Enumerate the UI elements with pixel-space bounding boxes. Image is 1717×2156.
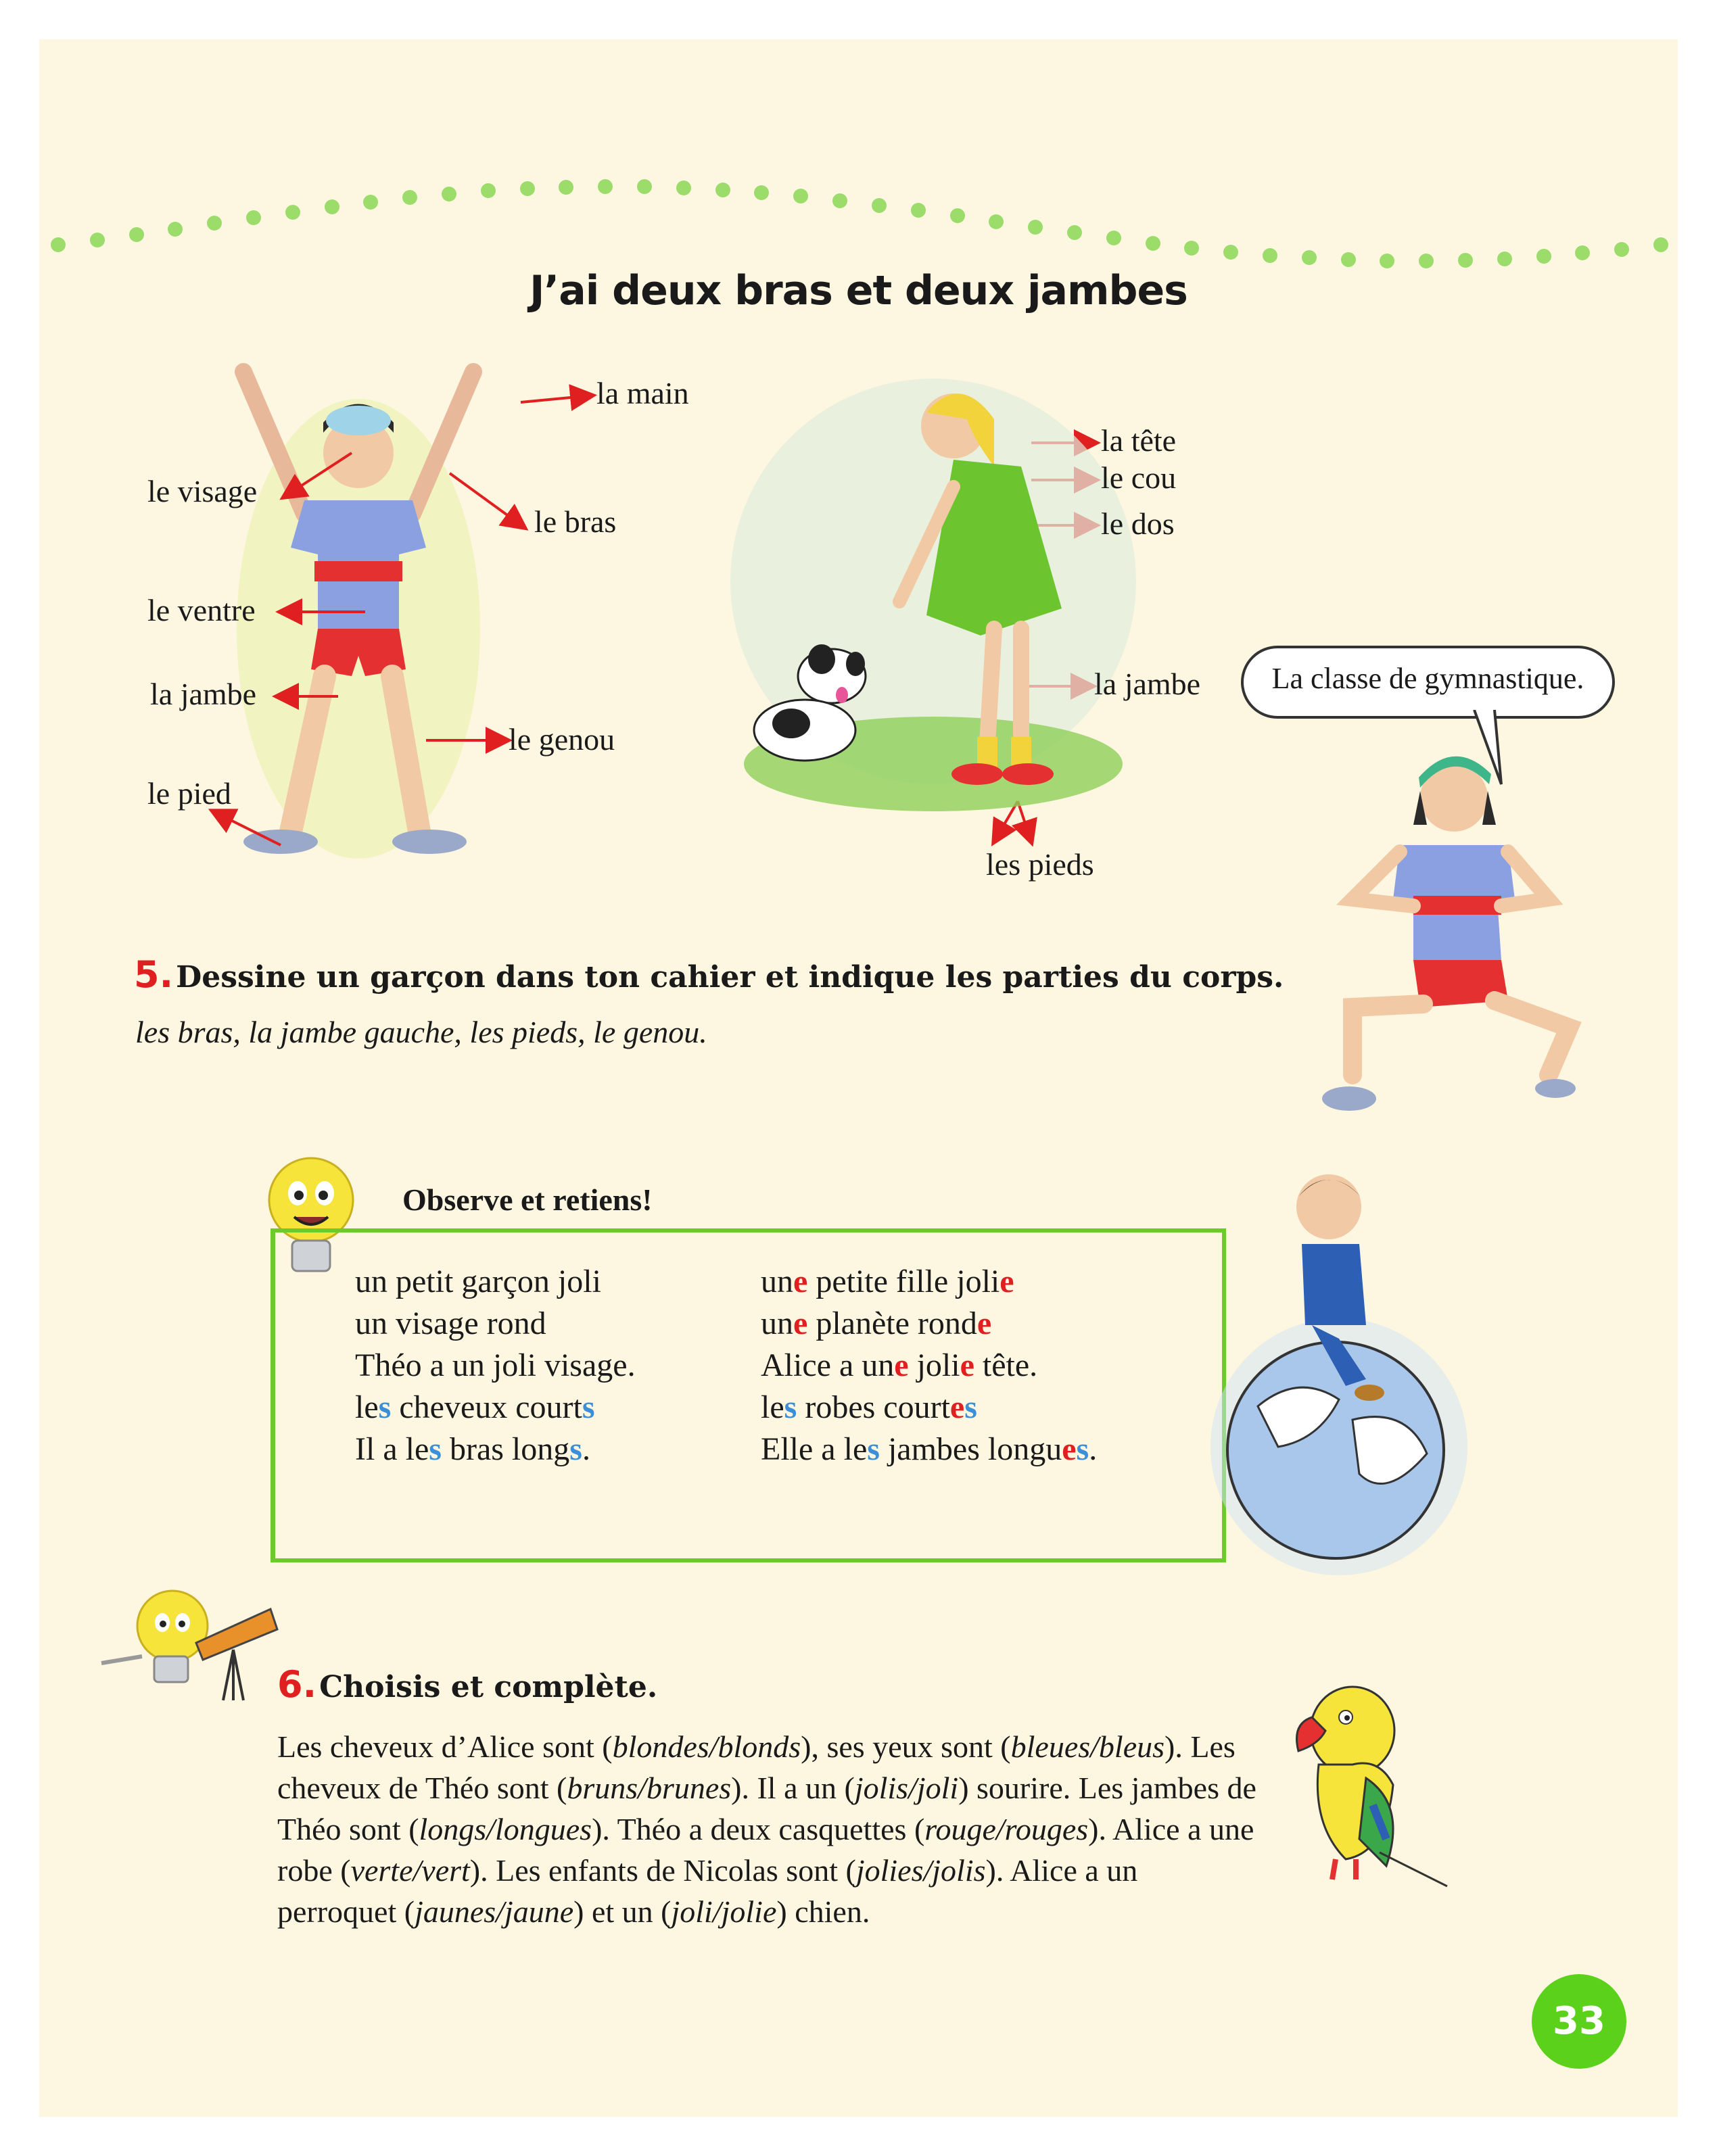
example-text: Alice a un — [761, 1347, 895, 1383]
choice-options[interactable]: bleues/bleus — [1010, 1729, 1165, 1764]
boy-on-globe-illustration — [1163, 1149, 1501, 1589]
choice-options[interactable]: bruns/brunes — [567, 1771, 732, 1805]
task-5-text: Dessine un garçon dans ton cahier et indique les parties du corps. — [176, 960, 1284, 995]
observe-example-line — [355, 1389, 595, 1426]
observe-example-line — [761, 1389, 977, 1426]
label-le-dos: le dos — [1101, 506, 1175, 541]
task-6-instruction — [277, 1663, 657, 1706]
exercise-text: ). Alice a une robe ( — [277, 1812, 1254, 1888]
task-6-number: 6. — [277, 1663, 317, 1706]
speech-bubble: La classe de gymnastique. — [1241, 646, 1615, 719]
example-text: un visage rond — [355, 1305, 546, 1341]
highlighted-ending: es — [1062, 1431, 1089, 1467]
label-le-cou: le cou — [1101, 460, 1177, 495]
label-la-main: la main — [596, 376, 689, 410]
example-text: un — [761, 1305, 793, 1341]
choice-options[interactable]: rouge/rouges — [924, 1812, 1089, 1846]
task-5-instruction — [134, 953, 1284, 996]
exercise-text: ). Il a un ( — [731, 1771, 855, 1805]
choice-options[interactable]: longs/longues — [419, 1812, 592, 1846]
example-text: petite fille joli — [807, 1264, 1000, 1299]
gymnastics-boy-illustration — [1312, 723, 1596, 1129]
exercise-text: ). Les enfants de Nicolas sont ( — [469, 1853, 856, 1888]
exercise-text: ). Alice a un perroquet ( — [277, 1853, 1138, 1929]
highlighted-ending: s — [569, 1431, 582, 1467]
example-text: planète rond — [807, 1305, 977, 1341]
exercise-text: ). Théo a deux casquettes ( — [592, 1812, 925, 1846]
highlighted-ending: e — [793, 1264, 808, 1299]
highlighted-ending: e — [793, 1305, 808, 1341]
label-le-visage: le visage — [147, 474, 258, 508]
exercise-text: ) chien. — [776, 1894, 870, 1929]
observe-example-line — [761, 1263, 1014, 1300]
highlighted-ending: s — [582, 1389, 595, 1425]
label-la-jambe-girl: la jambe — [1094, 667, 1201, 701]
highlighted-ending: e — [977, 1305, 992, 1341]
highlighted-ending: s — [867, 1431, 880, 1467]
page-title: J’ai deux bras et deux jambes — [530, 267, 1187, 314]
observe-title: Observe et retiens! — [402, 1182, 653, 1217]
example-text: le — [355, 1389, 379, 1425]
example-text: bras long — [441, 1431, 570, 1467]
choice-options[interactable]: blondes/blonds — [612, 1729, 801, 1764]
label-le-genou: le genou — [509, 722, 615, 757]
choice-options[interactable]: verte/vert — [350, 1853, 470, 1888]
task-6-paragraph — [277, 1726, 1258, 1932]
observe-example-line — [761, 1347, 1037, 1384]
observe-example-line — [355, 1347, 636, 1384]
example-text: un — [761, 1264, 793, 1299]
example-text: robes court — [797, 1389, 950, 1425]
highlighted-ending: e — [999, 1264, 1014, 1299]
parrot-illustration — [1271, 1670, 1461, 1913]
label-le-ventre: le ventre — [147, 593, 256, 627]
example-text: cheveux court — [391, 1389, 582, 1425]
example-text: Il a le — [355, 1431, 429, 1467]
exercise-text: ) sourire. Les jambes de Théo sont ( — [277, 1771, 1256, 1846]
observe-example-line — [761, 1305, 991, 1342]
choice-options[interactable]: jaunes/jaune — [415, 1894, 574, 1929]
example-text: Elle a le — [761, 1431, 868, 1467]
highlighted-ending: es — [949, 1389, 977, 1425]
example-text: Théo a un joli visage. — [355, 1347, 636, 1383]
label-le-bras: le bras — [534, 504, 617, 539]
example-text: un petit garçon joli — [355, 1264, 601, 1299]
page-number-badge: 33 — [1532, 1974, 1626, 2069]
task-5-word-list: les bras, la jambe gauche, les pieds, le genou. — [135, 1015, 707, 1049]
observe-example-line — [761, 1431, 1097, 1468]
observe-example-line — [355, 1305, 546, 1342]
label-la-tete: la tête — [1101, 423, 1177, 458]
example-text: . — [1089, 1431, 1098, 1467]
exercise-text: ) et un ( — [573, 1894, 672, 1929]
choice-options[interactable]: joli/jolie — [671, 1894, 777, 1929]
label-le-pied: le pied — [147, 776, 231, 811]
girl-and-dog-illustration — [710, 358, 1150, 832]
example-text: jambes longu — [879, 1431, 1062, 1467]
exercise-text: ), ses yeux sont ( — [801, 1729, 1011, 1764]
choice-options[interactable]: jolies/jolis — [855, 1853, 986, 1888]
highlighted-ending: e — [894, 1347, 909, 1383]
example-text: joli — [908, 1347, 960, 1383]
label-les-pieds: les pieds — [986, 847, 1094, 882]
exercise-text: Les cheveux d’Alice sont ( — [277, 1729, 613, 1764]
task-6-text: Choisis et complète. — [319, 1670, 658, 1704]
example-text: tête. — [974, 1347, 1038, 1383]
observe-example-line — [355, 1431, 590, 1468]
task-5-number: 5. — [134, 953, 174, 996]
example-text: le — [761, 1389, 784, 1425]
lightbulb-telescope-mascot-icon — [95, 1582, 291, 1710]
highlighted-ending: s — [784, 1389, 797, 1425]
highlighted-ending: s — [378, 1389, 392, 1425]
highlighted-ending: e — [960, 1347, 974, 1383]
observe-example-line — [355, 1263, 601, 1300]
label-la-jambe-boy: la jambe — [150, 677, 257, 711]
highlighted-ending: s — [429, 1431, 442, 1467]
choice-options[interactable]: jolis/joli — [854, 1771, 959, 1805]
exercise-text: ). Les cheveux de Théo sont ( — [277, 1729, 1236, 1805]
example-text: . — [582, 1431, 590, 1467]
